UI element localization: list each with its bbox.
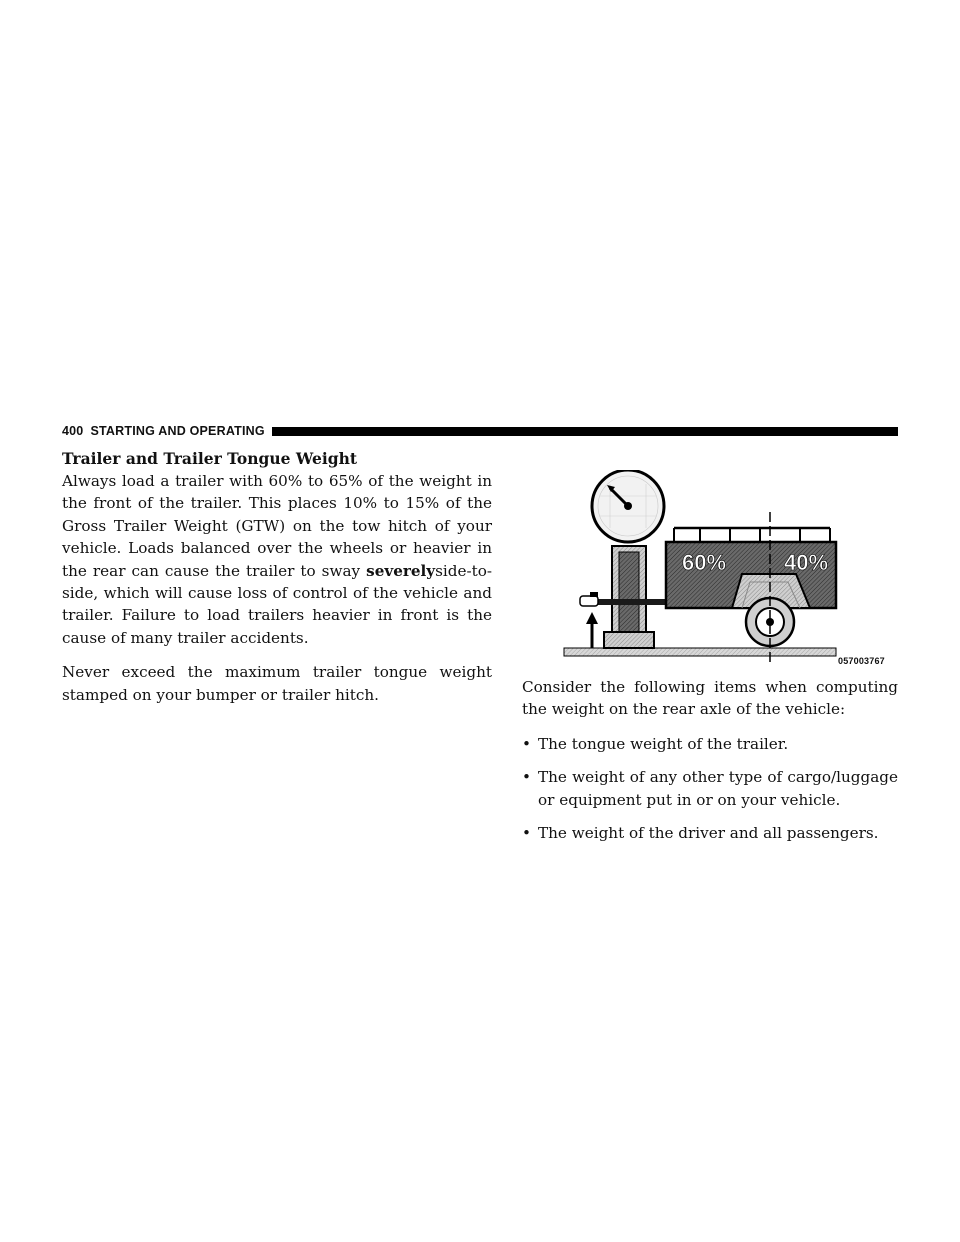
bullet-icon: • xyxy=(522,768,531,787)
header-rule xyxy=(272,427,898,436)
section-title: STARTING AND OPERATING xyxy=(90,424,265,438)
list-item-text: The weight of the driver and all passengers. xyxy=(538,824,879,843)
paragraph-max-tongue-weight: Never exceed the maximum trailer tongue weight stamped on your bumper or trailer hitch. xyxy=(62,663,492,704)
hitch-coupler xyxy=(580,596,598,606)
bullet-icon: • xyxy=(522,824,531,843)
list-item xyxy=(522,822,898,844)
front-weight-label: 60% xyxy=(682,550,727,575)
rear-axle-intro: Consider the following items when computing the weight on the rear axle of the vehicle: xyxy=(522,678,898,719)
scale-base xyxy=(604,632,654,648)
list-item-text: The weight of any other type of cargo/luggage or equipment put in or on your vehicle. xyxy=(538,768,898,809)
emphasis-severely: severely xyxy=(366,561,436,580)
left-column xyxy=(62,448,492,718)
list-item xyxy=(522,733,898,755)
paragraph-text: Always load a trailer with 60% to 65% of the weight in the front of the trailer. This places 10% to 15% of the Gross Trailer Weight (GTW) on the tow hitch of your vehicle. Loads balanced over the wheels or heavier in the rear can cause the trailer to sway xyxy=(62,472,492,580)
section-heading: Trailer and Trailer Tongue Weight xyxy=(62,449,358,468)
ground-strip xyxy=(564,648,836,656)
paragraph-load-distribution xyxy=(62,470,492,649)
right-column xyxy=(522,676,898,855)
list-item xyxy=(522,766,898,811)
list-item-text: The tongue weight of the trailer. xyxy=(538,734,789,753)
rear-axle-weight-list xyxy=(522,733,898,845)
page-header xyxy=(62,424,898,438)
bullet-icon: • xyxy=(522,734,531,753)
rear-weight-label: 40% xyxy=(784,550,829,575)
paragraph-text: side-to-side, which will cause loss of control of the vehicle and trailer. Failure to load trailers heavier in front is the cause of many trailer accidents. xyxy=(62,561,492,647)
trailer-weight-illustration xyxy=(556,470,896,670)
figure-id: 057003767 xyxy=(838,656,885,666)
page-number: 400 xyxy=(62,424,84,438)
